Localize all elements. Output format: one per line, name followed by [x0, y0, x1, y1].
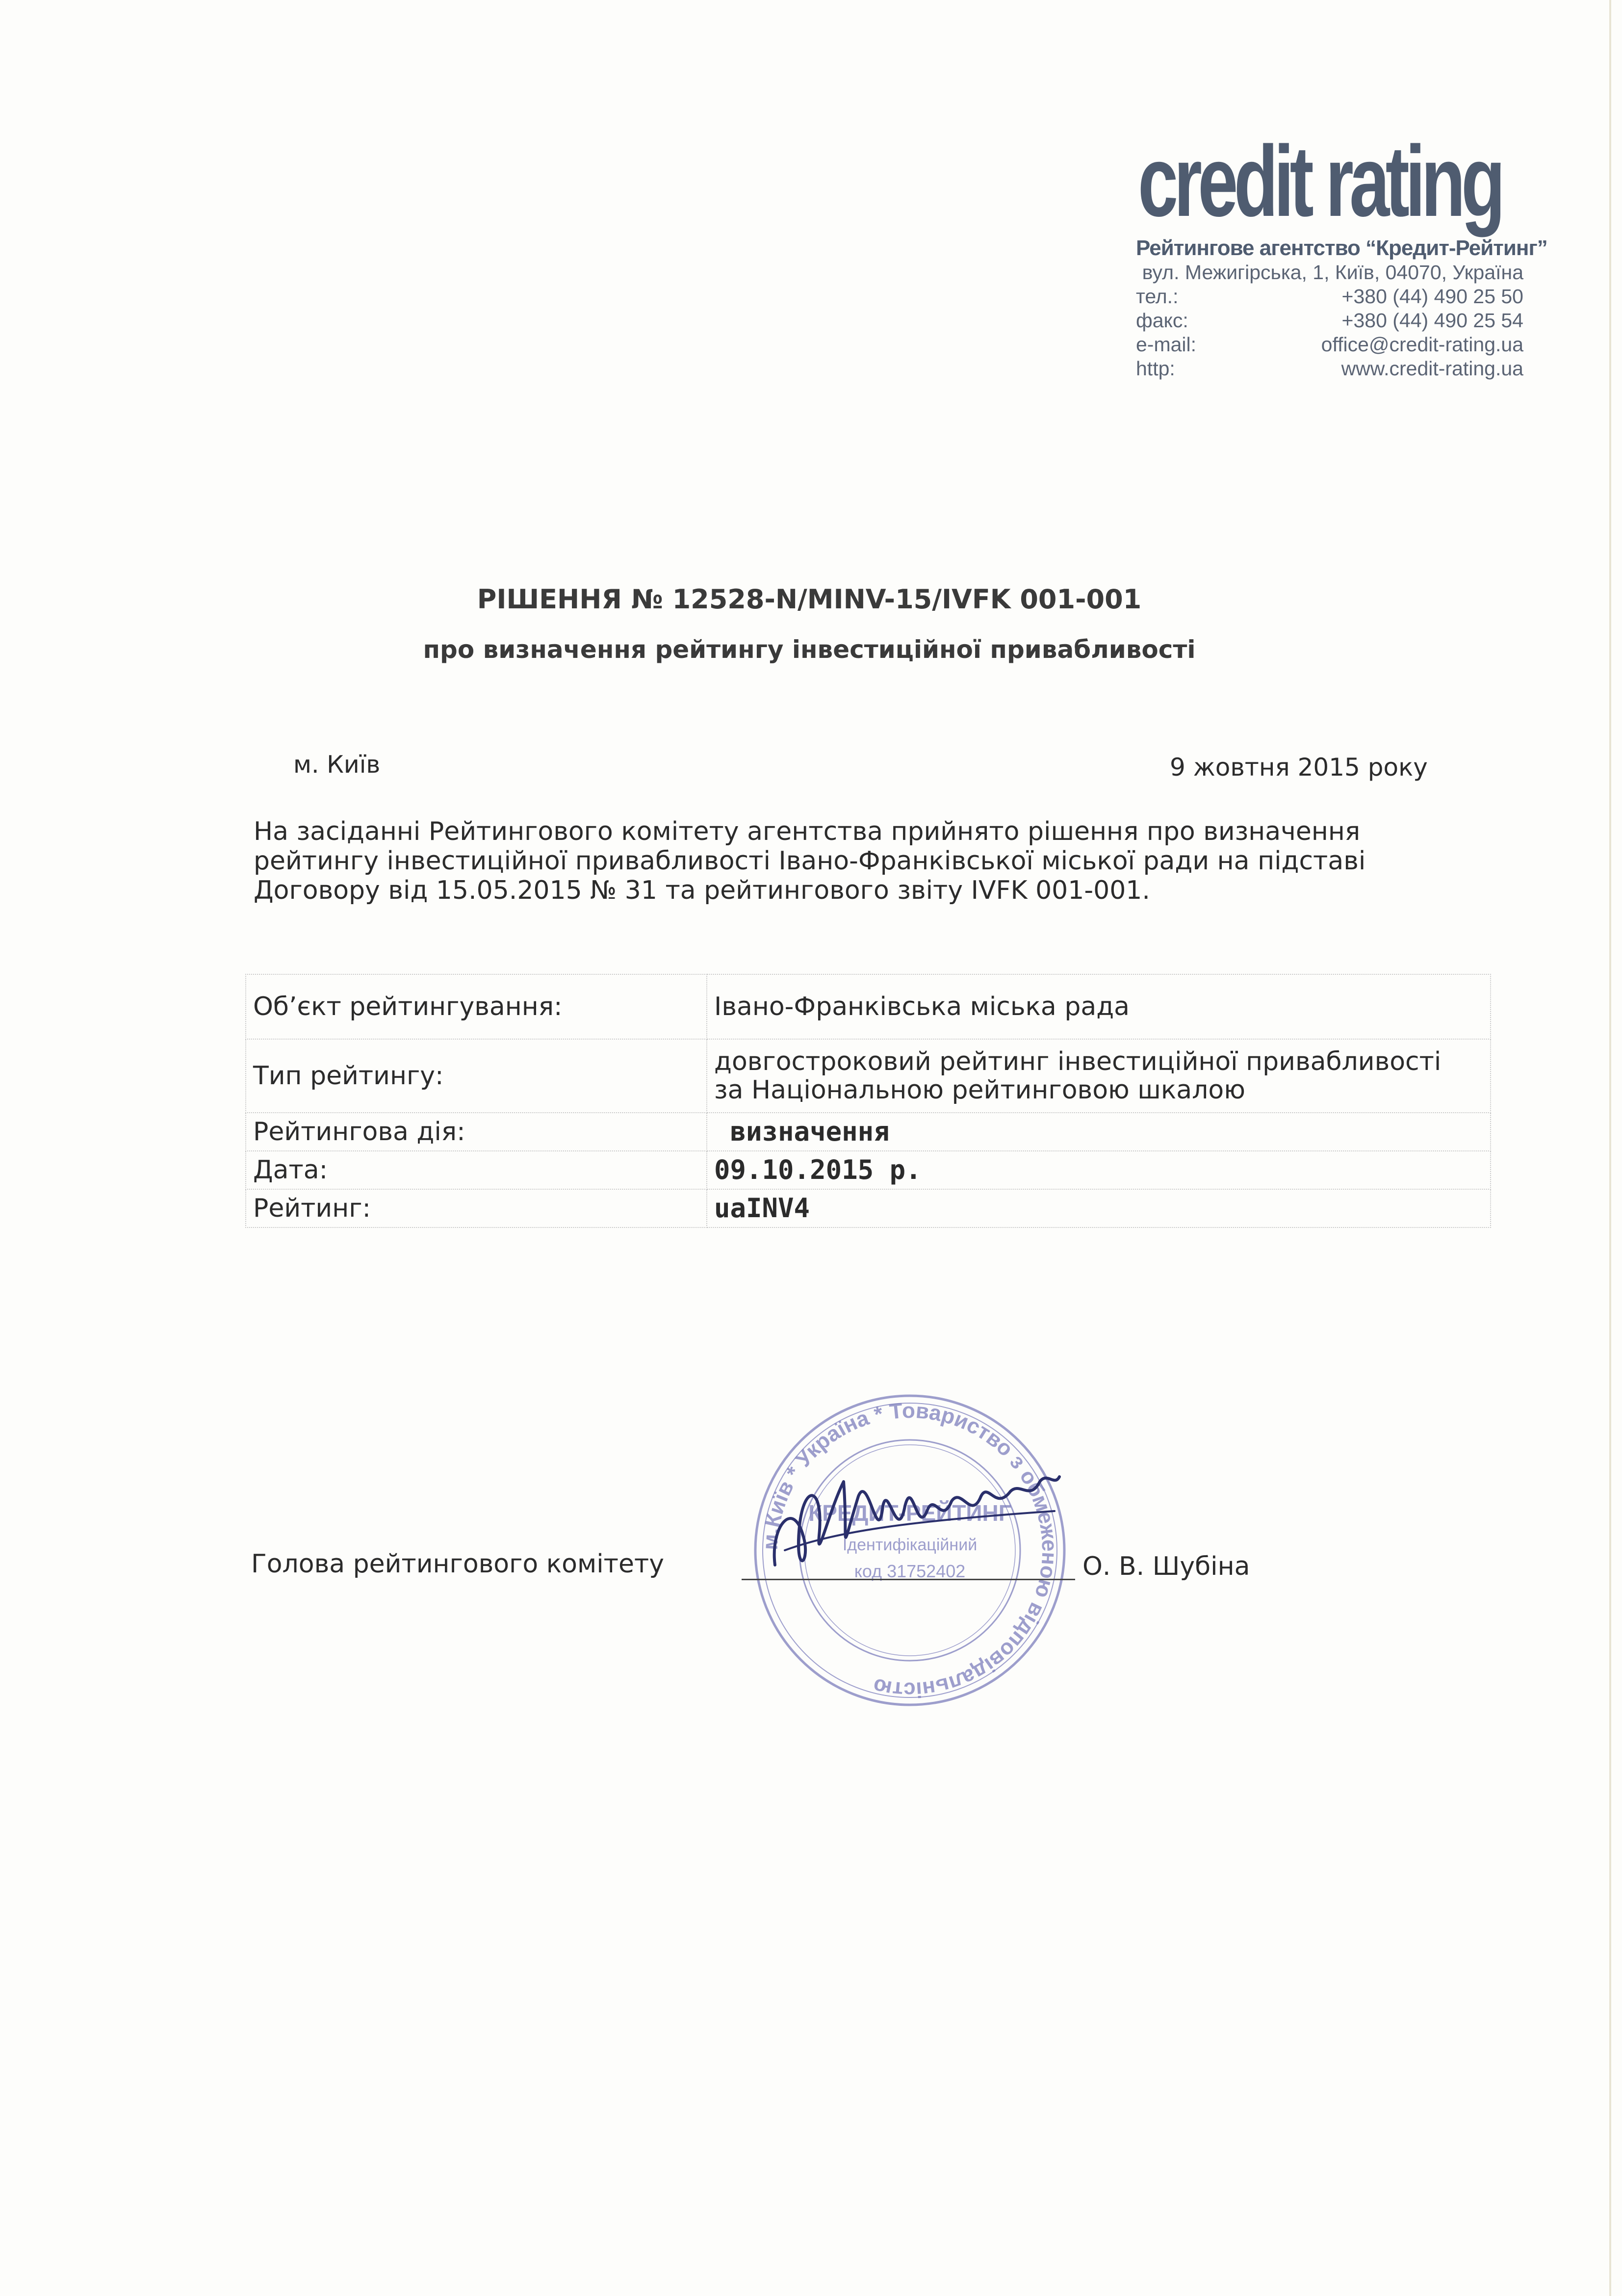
agency-name: Рейтингове агентство “Кредит-Рейтинг” [1136, 236, 1547, 260]
stamp-center-line: Ідентифікаційний [842, 1536, 978, 1554]
table-row [246, 1189, 1491, 1227]
stamp-center-line: КРЕДИТ-РЕЙТИНГ [808, 1500, 1011, 1526]
logo-wordmark: credit rating [1138, 125, 1501, 237]
contact-value: +380 (44) 490 25 54 [1341, 309, 1523, 332]
logo [1136, 115, 1523, 237]
row-value-line: довгостроковий рейтинг інвестиційної привабливості [714, 1047, 1442, 1076]
table-row [246, 1039, 1491, 1113]
address-text: вул. Межигірська, 1, Київ, 04070, Україна [1142, 261, 1523, 284]
signatory-name: О. В. Шубіна [1082, 1552, 1250, 1581]
contact-value: www.credit-rating.ua [1341, 357, 1523, 380]
contact-label: e-mail: [1136, 333, 1197, 356]
document-place: м. Київ [293, 751, 381, 779]
document-subtitle: про визначення рейтингу інвестиційної привабливості [423, 635, 1196, 664]
contact-website [1136, 357, 1523, 381]
rating-table [245, 974, 1491, 1228]
row-value: визначення [707, 1113, 1491, 1151]
contact-label: http: [1136, 357, 1175, 380]
table-row [246, 1113, 1491, 1151]
row-label: Об’єкт рейтингування: [246, 974, 707, 1039]
row-value: 09.10.2015 р. [707, 1151, 1491, 1189]
document-date: 9 жовтня 2015 року [1170, 753, 1428, 782]
contact-email [1136, 333, 1523, 357]
row-label: Рейтинг: [246, 1189, 707, 1227]
table-row [246, 1151, 1491, 1189]
contact-value: office@credit-rating.ua [1321, 333, 1523, 356]
row-label: Рейтингова дія: [246, 1113, 707, 1151]
contact-phone [1136, 285, 1523, 309]
agency-header [1136, 115, 1547, 381]
table-row [246, 974, 1491, 1039]
signatory-role: Голова рейтингового комітету [251, 1549, 665, 1579]
contact-value: +380 (44) 490 25 50 [1341, 285, 1523, 308]
signature-line [742, 1579, 1075, 1580]
intro-line: рейтингу інвестиційної привабливості Івано-Франківської міської ради на підставі [254, 846, 1366, 876]
row-value [707, 1039, 1491, 1113]
intro-paragraph [254, 817, 1455, 905]
stamp-outer-text: м.Київ * Україна * Товариство з обмеженою відповідальністю [758, 1398, 1062, 1702]
row-value: uaINV4 [707, 1189, 1491, 1227]
agency-address [1136, 261, 1523, 285]
intro-line: На засіданні Рейтингового комітету агентства прийнято рішення про визначення [254, 817, 1361, 846]
contact-label: тел.: [1136, 285, 1179, 308]
contact-fax [1136, 309, 1523, 333]
page-edge [1609, 0, 1611, 2296]
stamp-center-line: код 31752402 [854, 1561, 966, 1581]
row-label: Тип рейтингу: [246, 1039, 707, 1113]
document-title: РІШЕННЯ № 12528-N/MINV-15/IVFK 001-001 [477, 584, 1142, 615]
intro-line: Договору від 15.05.2015 № 31 та рейтингового звіту IVFK 001-001. [254, 876, 1150, 905]
row-value-line: за Національною рейтинговою шкалою [714, 1075, 1245, 1105]
row-label: Дата: [246, 1151, 707, 1189]
row-value: Івано-Франківська міська рада [707, 974, 1491, 1039]
handwritten-signature [765, 1452, 1064, 1594]
contact-label: факс: [1136, 309, 1188, 332]
